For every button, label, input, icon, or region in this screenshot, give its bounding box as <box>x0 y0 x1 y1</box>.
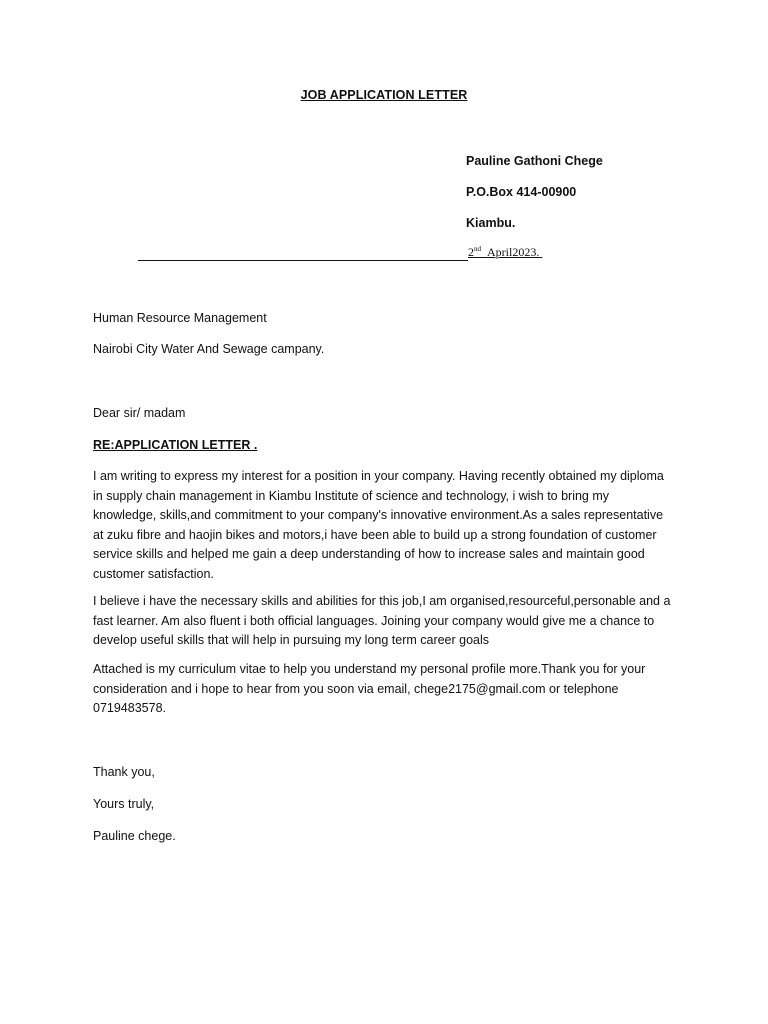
sender-po-box: P.O.Box 414-00900 <box>466 185 577 199</box>
recipient-department: Human Resource Management <box>93 311 267 325</box>
date-day: 2 <box>468 245 474 259</box>
recipient-block <box>93 310 673 372</box>
subject-line: RE:APPLICATION LETTER . <box>93 438 258 452</box>
date-month-year: April2023. <box>487 245 540 259</box>
body-paragraph-1: I am writing to express my interest for a position in your company. Having recently obtained my diploma in supply chain management in Kiambu Institute of science and technology, i wish to bring my knowledge, skills,and commitment to your company's innovative environment.As a sales representative at zuku fibre and haojin bikes and motors,i have been able to build up a strong foundation of customer service skills and helped me gain a deep understanding of how to increase sales and maintain good customer satisfaction. <box>93 469 664 581</box>
sender-name: Pauline Gathoni Chege <box>466 154 603 168</box>
body-paragraph-2: I believe i have the necessary skills and abilities for this job,I am organised,resourceful,personable and a fast learner. Am also fluent i both official languages. Joining your company would give me a chance to develop useful skills that will help in pursuing my long term career goals <box>93 594 671 647</box>
body-paragraph-3: Attached is my curriculum vitae to help you understand my personal profile more.Thank you for your consideration and i hope to hear from you soon via email, chege2175@gmail.com or telephone 0719483578. <box>93 662 646 715</box>
date-day-suffix: nd <box>474 245 481 253</box>
letter-title: JOB APPLICATION LETTER <box>300 88 468 102</box>
sender-address-block <box>466 153 603 246</box>
closing-block <box>93 764 673 860</box>
closing-signoff: Yours truly, <box>93 797 155 811</box>
recipient-company: Nairobi City Water And Sewage campany. <box>93 342 325 356</box>
sender-city: Kiambu. <box>466 216 516 230</box>
closing-thanks: Thank you, <box>93 765 155 779</box>
salutation: Dear sir/ madam <box>93 406 186 420</box>
letter-date <box>468 244 542 261</box>
date-underline-rule <box>138 260 468 261</box>
date-row <box>138 244 558 264</box>
signature-name: Pauline chege. <box>93 829 176 843</box>
